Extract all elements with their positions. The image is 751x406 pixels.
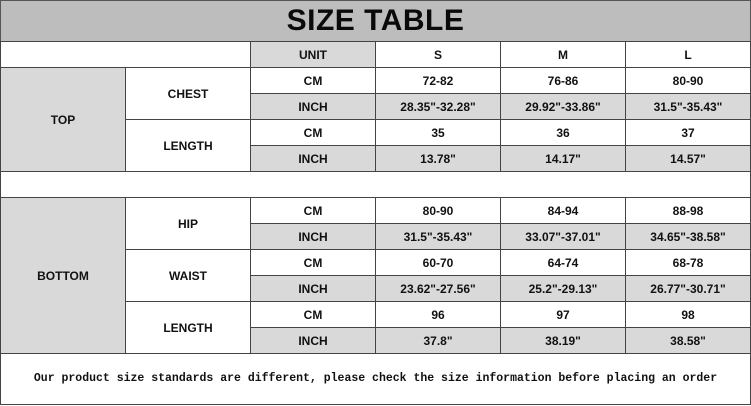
section-spacer-row (1, 172, 751, 198)
measure-label-waist: WAIST (126, 250, 251, 302)
unit-cell: CM (251, 120, 376, 146)
value-cell: 72-82 (376, 68, 501, 94)
unit-cell: CM (251, 68, 376, 94)
measure-label-length: LENGTH (126, 302, 251, 354)
value-cell: 38.58" (626, 328, 751, 354)
header-unit-cell: UNIT (251, 42, 376, 68)
value-cell: 31.5"-35.43" (626, 94, 751, 120)
value-cell: 28.35"-32.28" (376, 94, 501, 120)
measure-label-chest: CHEST (126, 68, 251, 120)
unit-cell: INCH (251, 94, 376, 120)
unit-cell: INCH (251, 224, 376, 250)
value-cell: 37.8" (376, 328, 501, 354)
value-cell: 84-94 (501, 198, 626, 224)
value-cell: 38.19" (501, 328, 626, 354)
unit-cell: CM (251, 302, 376, 328)
section-label-bottom: BOTTOM (1, 198, 126, 354)
section-label-top: TOP (1, 68, 126, 172)
value-cell: 29.92"-33.86" (501, 94, 626, 120)
unit-cell: INCH (251, 276, 376, 302)
value-cell: 31.5"-35.43" (376, 224, 501, 250)
table-row (1, 198, 751, 224)
value-cell: 97 (501, 302, 626, 328)
unit-cell: CM (251, 250, 376, 276)
value-cell: 80-90 (626, 68, 751, 94)
value-cell: 64-74 (501, 250, 626, 276)
value-cell: 35 (376, 120, 501, 146)
header-size-l: L (626, 42, 751, 68)
value-cell: 23.62"-27.56" (376, 276, 501, 302)
value-cell: 68-78 (626, 250, 751, 276)
value-cell: 88-98 (626, 198, 751, 224)
spacer-cell (1, 172, 751, 198)
header-size-s: S (376, 42, 501, 68)
value-cell: 26.77"-30.71" (626, 276, 751, 302)
table-header-row (1, 42, 751, 68)
page-title: SIZE TABLE (0, 0, 751, 42)
value-cell: 36 (501, 120, 626, 146)
measure-label-length: LENGTH (126, 120, 251, 172)
value-cell: 60-70 (376, 250, 501, 276)
table-row (1, 68, 751, 94)
unit-cell: INCH (251, 328, 376, 354)
value-cell: 14.17" (501, 146, 626, 172)
unit-cell: CM (251, 198, 376, 224)
value-cell: 25.2"-29.13" (501, 276, 626, 302)
value-cell: 80-90 (376, 198, 501, 224)
value-cell: 33.07"-37.01" (501, 224, 626, 250)
value-cell: 37 (626, 120, 751, 146)
value-cell: 34.65"-38.58" (626, 224, 751, 250)
value-cell: 13.78" (376, 146, 501, 172)
value-cell: 98 (626, 302, 751, 328)
measure-label-hip: HIP (126, 198, 251, 250)
value-cell: 14.57" (626, 146, 751, 172)
header-size-m: M (501, 42, 626, 68)
value-cell: 76-86 (501, 68, 626, 94)
size-table (0, 41, 751, 354)
header-blank-cell (1, 42, 251, 68)
size-note: Our product size standards are different, please check the size information before placing an order (0, 353, 751, 405)
unit-cell: INCH (251, 146, 376, 172)
value-cell: 96 (376, 302, 501, 328)
